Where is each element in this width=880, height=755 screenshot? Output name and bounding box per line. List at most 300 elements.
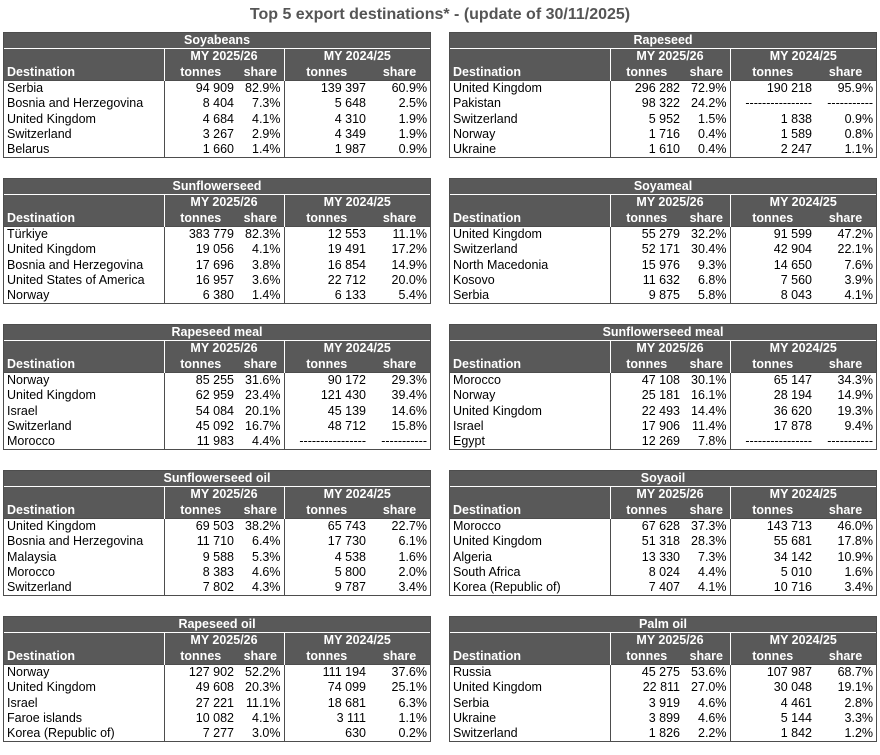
year1-header: MY 2025/26 [610, 195, 730, 211]
share-2024-cell: 11.1% [369, 226, 430, 242]
table-row [4, 127, 430, 142]
share-2024-cell: 14.9% [837, 388, 873, 403]
tonnes-2024-cell: 4 538 [284, 549, 369, 564]
destination-cell: Switzerland [453, 726, 518, 741]
tonnes-2025-cell: 94 909 [164, 80, 237, 96]
destination-cell: Serbia [4, 80, 164, 96]
tonnes-header: tonnes [730, 503, 815, 519]
year1-header: MY 2025/26 [164, 341, 284, 357]
tonnes-2024-cell: 36 620 [730, 403, 815, 418]
tonnes-2025-cell: 17 906 [610, 419, 683, 434]
destination-cell: Morocco [450, 518, 610, 534]
destination-cell: Malaysia [7, 549, 57, 564]
share-2024-cell: 1.9% [398, 111, 428, 126]
tonnes-2024-cell: 2 247 [730, 142, 815, 157]
destination-cell: United States of America [7, 272, 145, 287]
tonnes-2025-cell: 10 082 [164, 711, 237, 726]
tonnes-2025-cell: 11 983 [164, 434, 237, 449]
share-2025-cell: 3.6% [252, 272, 281, 287]
tonnes-2024-cell: 42 904 [730, 242, 815, 257]
tonnes-2025-cell: 69 503 [164, 518, 237, 534]
share-2025-cell: 7.3% [252, 96, 281, 111]
share-header: share [237, 503, 284, 519]
share-2025-cell: 38.2% [237, 518, 284, 534]
share-2024-cell: 1.6% [398, 549, 427, 564]
share-2025-cell: 1.5% [698, 111, 727, 126]
page-title: Top 5 export destinations* - (update of 30/11/2025) [249, 6, 631, 23]
share-2025-cell: 24.2% [691, 96, 727, 111]
table-row [4, 226, 430, 242]
share-2024-cell: 0.9% [398, 142, 428, 157]
share-2024-cell: 2.5% [398, 96, 428, 111]
destination-header: Destination [450, 487, 610, 519]
product-title: Sunflowerseed [4, 179, 430, 195]
table-row [450, 226, 876, 242]
tonnes-2024-cell: 1 838 [730, 111, 815, 126]
share-2024-cell: 2.8% [844, 695, 874, 710]
tonnes-2024-cell: 5 648 [284, 96, 369, 111]
share-2025-cell: 52.2% [237, 664, 284, 680]
table-row [450, 242, 876, 257]
tonnes-2025-cell: 13 330 [610, 549, 683, 564]
destination-cell: Morocco [450, 372, 610, 388]
tonnes-2025-cell: 52 171 [610, 242, 683, 257]
year2-header: MY 2024/25 [284, 49, 430, 65]
tonnes-header: tonnes [730, 649, 815, 665]
year1-header: MY 2025/26 [164, 49, 284, 65]
tonnes-2024-cell: 6 133 [284, 288, 369, 303]
table-row [4, 711, 430, 726]
table-row [4, 142, 430, 157]
destination-cell: Switzerland [7, 418, 72, 433]
destination-header: Destination [450, 341, 610, 373]
share-2025-cell: 2.9% [252, 126, 281, 141]
share-2025-cell: 6.8% [698, 272, 727, 287]
tonnes-2024-cell: 4 349 [284, 127, 369, 142]
tonnes-2025-cell: 17 696 [164, 257, 237, 272]
share-2024-cell: 22.1% [837, 242, 873, 257]
tonnes-header: tonnes [610, 357, 683, 373]
share-2025-cell: 2.2% [698, 726, 727, 741]
tonnes-2024-cell: 18 681 [284, 695, 369, 710]
table-row [4, 96, 430, 111]
share-2025-cell: 4.1% [698, 580, 727, 595]
share-2025-cell: 82.9% [237, 80, 284, 96]
tonnes-2024-cell: 5 144 [730, 711, 815, 726]
share-2025-cell: 82.3% [237, 226, 284, 242]
export-panel [449, 616, 877, 742]
year1-header: MY 2025/26 [164, 633, 284, 649]
tonnes-2024-cell: 5 010 [730, 565, 815, 580]
year2-header: MY 2024/25 [730, 49, 876, 65]
tonnes-2024-cell: 65 147 [730, 372, 815, 388]
share-2024-cell: 20.0% [391, 272, 427, 287]
tonnes-2024-cell: 55 681 [730, 534, 815, 549]
destination-cell: Serbia [453, 288, 490, 303]
destination-cell: North Macedonia [453, 257, 549, 272]
share-2025-cell: 23.4% [245, 388, 281, 403]
share-2024-cell: ----------- [827, 96, 874, 111]
share-2024-cell: 68.7% [815, 664, 876, 680]
destination-cell: Switzerland [453, 242, 518, 257]
tonnes-2025-cell: 98 322 [610, 96, 683, 111]
tonnes-2024-cell: ---------------- [284, 434, 369, 449]
table-row [450, 372, 876, 388]
year2-header: MY 2024/25 [730, 341, 876, 357]
share-2024-cell: 25.1% [391, 680, 427, 695]
table-row [450, 96, 876, 111]
destination-cell: Bosnia and Herzegovina [7, 534, 144, 549]
share-2024-cell: 95.9% [815, 80, 876, 96]
share-2025-cell: 4.1% [252, 710, 281, 725]
tonnes-2024-cell: 190 218 [730, 80, 815, 96]
share-2024-cell: 29.3% [369, 372, 430, 388]
tonnes-2025-cell: 22 493 [610, 403, 683, 418]
destination-header: Destination [4, 487, 164, 519]
export-panel [449, 470, 877, 596]
table-row [450, 726, 876, 741]
share-2025-cell: 30.4% [691, 242, 727, 257]
export-table [450, 33, 876, 157]
table-row [4, 680, 430, 695]
share-2024-cell: 17.8% [837, 534, 873, 549]
year1-header: MY 2025/26 [610, 487, 730, 503]
share-2025-cell: 14.4% [691, 403, 727, 418]
share-2024-cell: 1.9% [398, 126, 428, 141]
tonnes-2025-cell: 5 952 [610, 111, 683, 126]
share-2025-cell: 53.6% [683, 664, 730, 680]
share-2025-cell: 7.8% [698, 434, 727, 449]
tonnes-2024-cell: 45 139 [284, 403, 369, 418]
share-2025-cell: 9.3% [698, 257, 727, 272]
tonnes-2025-cell: 1 610 [610, 142, 683, 157]
destination-cell: South Africa [453, 564, 521, 579]
table-row [450, 419, 876, 434]
tonnes-2024-cell: 48 712 [284, 419, 369, 434]
tonnes-2024-cell: 90 172 [284, 372, 369, 388]
share-2025-cell: 16.1% [691, 388, 727, 403]
tonnes-2024-cell: 1 589 [730, 127, 815, 142]
tonnes-header: tonnes [610, 211, 683, 227]
share-2025-cell: 4.4% [252, 434, 281, 449]
tonnes-2024-cell: 143 713 [730, 518, 815, 534]
destination-cell: Ukraine [453, 710, 497, 725]
tonnes-header: tonnes [164, 211, 237, 227]
tonnes-header: tonnes [284, 357, 369, 373]
table-row [4, 726, 430, 741]
destination-cell: Ukraine [453, 142, 497, 157]
tonnes-header: tonnes [610, 503, 683, 519]
share-header: share [237, 211, 284, 227]
destination-cell: Belarus [7, 142, 50, 157]
tonnes-2024-cell: 139 397 [284, 80, 369, 96]
table-row [450, 711, 876, 726]
tonnes-header: tonnes [730, 211, 815, 227]
destination-cell: Israel [7, 403, 38, 418]
table-row [4, 518, 430, 534]
table-row [450, 257, 876, 272]
share-header: share [815, 503, 876, 519]
destination-cell: Serbia [453, 695, 490, 710]
share-2025-cell: 11.4% [691, 418, 727, 433]
tonnes-2024-cell: 107 987 [730, 664, 815, 680]
destination-cell: Algeria [453, 549, 492, 564]
table-row [4, 695, 430, 710]
export-table [4, 617, 430, 741]
tonnes-2025-cell: 45 092 [164, 419, 237, 434]
product-title: Soyaoil [450, 471, 876, 487]
table-row [450, 273, 876, 288]
export-panel [3, 178, 431, 304]
share-2025-cell: 4.3% [252, 580, 281, 595]
table-row [4, 273, 430, 288]
share-2024-cell: 1.6% [844, 564, 873, 579]
share-header: share [369, 357, 430, 373]
product-title: Sunflowerseed meal [450, 325, 876, 341]
tonnes-2024-cell: 10 716 [730, 580, 815, 595]
share-2024-cell: 37.6% [369, 664, 430, 680]
year1-header: MY 2025/26 [164, 195, 284, 211]
share-2025-cell: 3.8% [252, 257, 281, 272]
share-2025-cell: 4.1% [252, 111, 281, 126]
product-title: Sunflowerseed oil [4, 471, 430, 487]
tonnes-2025-cell: 9 875 [610, 288, 683, 303]
tonnes-2024-cell: 34 142 [730, 549, 815, 564]
tonnes-2025-cell: 9 588 [164, 549, 237, 564]
export-table [450, 471, 876, 595]
destination-cell: United Kingdom [4, 518, 164, 534]
share-2024-cell: 1.2% [844, 726, 874, 741]
product-title: Soyabeans [4, 33, 430, 49]
product-title: Soyameal [450, 179, 876, 195]
tonnes-2024-cell: 7 560 [730, 273, 815, 288]
destination-cell: Switzerland [7, 580, 72, 595]
table-row [450, 518, 876, 534]
share-2025-cell: 4.6% [698, 710, 727, 725]
share-2024-cell: 7.6% [844, 257, 873, 272]
destination-cell: Korea (Republic of) [453, 580, 561, 595]
tonnes-2025-cell: 11 632 [610, 273, 683, 288]
tonnes-2025-cell: 1 826 [610, 726, 683, 741]
share-header: share [815, 649, 876, 665]
destination-cell: Norway [7, 288, 50, 303]
share-2024-cell: 19.3% [837, 403, 873, 418]
destination-cell: Norway [4, 372, 164, 388]
export-panel [3, 470, 431, 596]
tonnes-2025-cell: 296 282 [610, 80, 683, 96]
share-2025-cell: 16.7% [245, 418, 281, 433]
share-2024-cell: 2.0% [398, 564, 427, 579]
share-header: share [815, 357, 876, 373]
share-2024-cell: 4.1% [844, 288, 873, 303]
tonnes-2025-cell: 16 957 [164, 273, 237, 288]
destination-header: Destination [450, 633, 610, 665]
table-row [450, 127, 876, 142]
share-2024-cell: 14.9% [391, 257, 427, 272]
destination-header: Destination [4, 633, 164, 665]
tonnes-header: tonnes [164, 649, 237, 665]
destination-cell: Faroe islands [7, 710, 83, 725]
year1-header: MY 2025/26 [610, 341, 730, 357]
export-panel [449, 32, 877, 158]
tonnes-2024-cell: 9 787 [284, 580, 369, 595]
destination-cell: Bosnia and Herzegovina [7, 257, 144, 272]
share-2024-cell: 17.2% [391, 242, 427, 257]
share-2025-cell: 4.6% [698, 695, 727, 710]
export-table [4, 471, 430, 595]
share-2025-cell: 1.4% [252, 142, 281, 157]
destination-cell: Norway [4, 664, 164, 680]
share-2025-cell: 1.4% [252, 288, 281, 303]
share-2024-cell: 9.4% [844, 418, 873, 433]
share-2024-cell: ----------- [381, 434, 427, 449]
share-2024-cell: 19.1% [837, 680, 874, 695]
tonnes-2024-cell: 111 194 [284, 664, 369, 680]
table-row [4, 80, 430, 96]
share-2024-cell: 0.2% [398, 726, 427, 741]
table-row [4, 388, 430, 403]
tonnes-header: tonnes [610, 65, 683, 81]
tonnes-header: tonnes [284, 65, 369, 81]
export-table [450, 325, 876, 449]
destination-header: Destination [4, 195, 164, 227]
tonnes-2025-cell: 383 779 [164, 226, 237, 242]
year2-header: MY 2024/25 [284, 341, 430, 357]
tonnes-2025-cell: 1 716 [610, 127, 683, 142]
destination-cell: United Kingdom [7, 242, 96, 257]
destination-header: Destination [450, 49, 610, 81]
share-2025-cell: 5.8% [698, 288, 727, 303]
export-panel [3, 324, 431, 450]
tonnes-header: tonnes [164, 65, 237, 81]
destination-cell: United Kingdom [7, 388, 96, 403]
year2-header: MY 2024/25 [284, 487, 430, 503]
destination-cell: Israel [7, 695, 38, 710]
share-2024-cell: 10.9% [837, 549, 873, 564]
table-row [450, 680, 876, 695]
table-row [450, 434, 876, 449]
destination-cell: Switzerland [7, 126, 72, 141]
tonnes-header: tonnes [164, 503, 237, 519]
share-2025-cell: 6.4% [252, 534, 281, 549]
share-2025-cell: 4.4% [698, 564, 727, 579]
share-2025-cell: 20.1% [245, 403, 281, 418]
share-2024-cell: 15.8% [391, 418, 427, 433]
destination-cell: United Kingdom [7, 111, 96, 126]
tonnes-2025-cell: 7 407 [610, 580, 683, 595]
destination-cell: Morocco [7, 434, 55, 449]
tonnes-2025-cell: 8 383 [164, 565, 237, 580]
share-2024-cell: 3.9% [844, 272, 873, 287]
tonnes-header: tonnes [610, 649, 683, 665]
share-2024-cell: 14.6% [391, 403, 427, 418]
destination-cell: Morocco [7, 564, 55, 579]
share-2024-cell: 60.9% [369, 80, 430, 96]
share-2024-cell: 5.4% [398, 288, 427, 303]
tonnes-2024-cell: 121 430 [284, 388, 369, 403]
share-header: share [815, 65, 876, 81]
share-2025-cell: 4.1% [252, 242, 281, 257]
share-header: share [683, 649, 730, 665]
share-2024-cell: 3.3% [844, 710, 874, 725]
share-2024-cell: 1.1% [398, 710, 427, 725]
year2-header: MY 2024/25 [284, 633, 430, 649]
tonnes-2024-cell: 1 987 [284, 142, 369, 157]
tonnes-2024-cell: 8 043 [730, 288, 815, 303]
tonnes-2024-cell: 16 854 [284, 257, 369, 272]
year2-header: MY 2024/25 [730, 195, 876, 211]
table-row [4, 434, 430, 449]
tonnes-2025-cell: 11 710 [164, 534, 237, 549]
destination-cell: Korea (Republic of) [7, 726, 115, 741]
share-2024-cell: 1.1% [844, 142, 874, 157]
tonnes-header: tonnes [284, 649, 369, 665]
export-panel [3, 616, 431, 742]
tonnes-2024-cell: 14 650 [730, 257, 815, 272]
tonnes-2024-cell: 91 599 [730, 226, 815, 242]
export-table [4, 325, 430, 449]
export-table [4, 33, 430, 157]
product-title: Rapeseed [450, 33, 876, 49]
share-header: share [237, 357, 284, 373]
share-header: share [683, 211, 730, 227]
tonnes-2024-cell: 4 461 [730, 695, 815, 710]
share-2024-cell: 6.1% [398, 534, 427, 549]
share-header: share [683, 357, 730, 373]
tonnes-2025-cell: 27 221 [164, 695, 237, 710]
destination-cell: United Kingdom [453, 403, 542, 418]
table-row [4, 372, 430, 388]
share-2025-cell: 20.3% [245, 680, 281, 695]
share-header: share [683, 65, 730, 81]
share-2025-cell: 11.1% [245, 695, 281, 710]
share-2025-cell: 30.1% [683, 372, 730, 388]
tonnes-2024-cell: 17 878 [730, 419, 815, 434]
table-row [450, 142, 876, 157]
export-panel [3, 32, 431, 158]
destination-cell: Türkiye [4, 226, 164, 242]
table-row [4, 565, 430, 580]
year1-header: MY 2025/26 [164, 487, 284, 503]
year1-header: MY 2025/26 [610, 49, 730, 65]
year2-header: MY 2024/25 [730, 633, 876, 649]
tonnes-2025-cell: 22 811 [610, 680, 683, 695]
share-header: share [369, 65, 430, 81]
table-row [450, 80, 876, 96]
share-header: share [369, 211, 430, 227]
tonnes-header: tonnes [284, 503, 369, 519]
tonnes-2024-cell: ---------------- [730, 434, 815, 449]
table-row [450, 695, 876, 710]
tonnes-header: tonnes [164, 357, 237, 373]
export-panel [449, 324, 877, 450]
share-2025-cell: 28.3% [691, 534, 727, 549]
table-row [4, 534, 430, 549]
table-row [450, 403, 876, 418]
table-row [4, 288, 430, 303]
table-row [4, 257, 430, 272]
share-header: share [815, 211, 876, 227]
share-2024-cell: 3.4% [398, 580, 427, 595]
tonnes-2025-cell: 51 318 [610, 534, 683, 549]
destination-header: Destination [4, 49, 164, 81]
share-2024-cell: 34.3% [815, 372, 876, 388]
destination-cell: Israel [453, 418, 484, 433]
tonnes-2025-cell: 7 802 [164, 580, 237, 595]
tonnes-2025-cell: 12 269 [610, 434, 683, 449]
share-2025-cell: 4.6% [252, 564, 281, 579]
year2-header: MY 2024/25 [730, 487, 876, 503]
